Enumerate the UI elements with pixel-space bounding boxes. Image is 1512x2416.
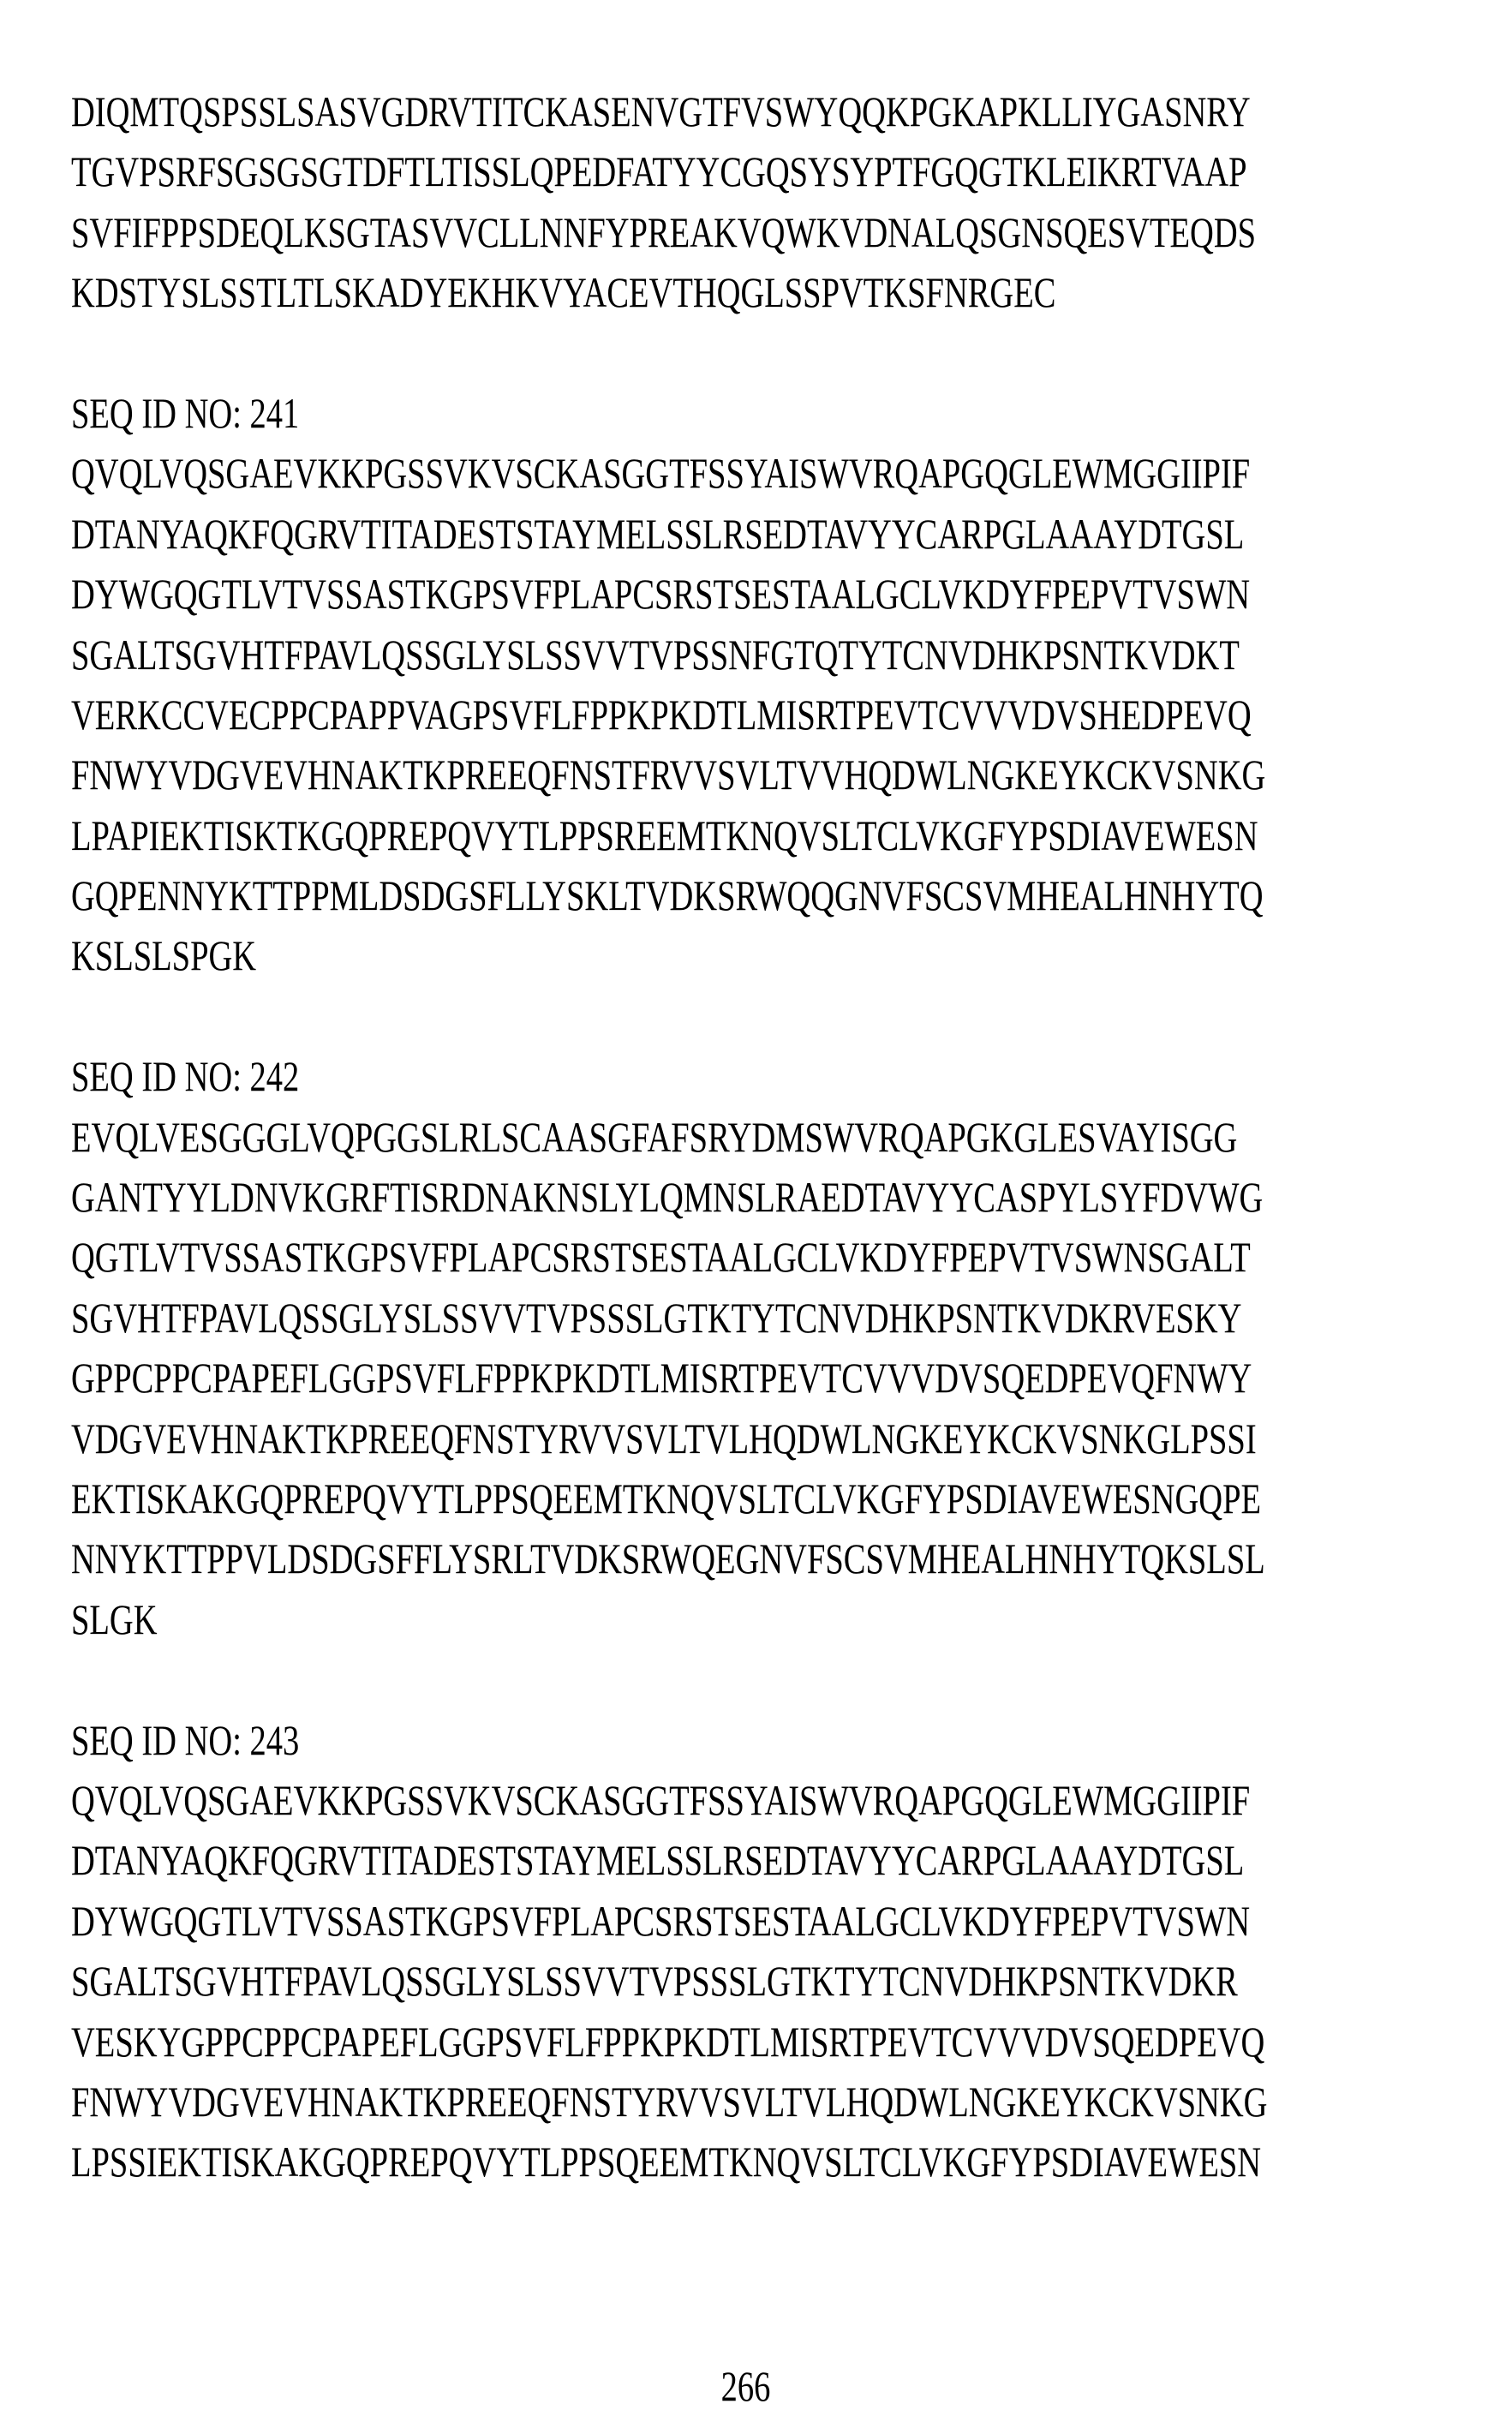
sequence-line-text: SVFIFPPSDEQLKSGTASVVCLLNNFYPREAKVQWKVDNALQSGNSQESVTEQDS xyxy=(71,202,1256,262)
blank-line xyxy=(71,323,1485,383)
sequence-line-text: EVQLVESGGGLVQPGGSLRLSCAASGFAFSRYDMSWVRQAPGKGLESVAYISGG xyxy=(71,1107,1237,1167)
sequence-line xyxy=(71,1107,1485,1167)
sequence-line xyxy=(71,925,1485,985)
sequence-line xyxy=(71,1167,1485,1227)
sequence-line xyxy=(71,1891,1485,1951)
blank-line xyxy=(71,986,1485,1046)
sequence-line xyxy=(71,1468,1485,1528)
sequence-line-text: QVQLVQSGAEVKKPGSSVKVSCKASGGTFSSYAISWVRQAPGQGLEWMGGIIPIF xyxy=(71,443,1250,503)
sequence-line xyxy=(71,1288,1485,1348)
sequence-line-text: EKTISKAKGQPREPQVYTLPPSQEEMTKNQVSLTCLVKGFYPSDIAVEWESNGQPE xyxy=(71,1468,1261,1528)
sequence-line xyxy=(71,1408,1485,1468)
sequence-line-text: QGTLVTVSSASTKGPSVFPLAPCSRSTSESTAALGCLVKDYFPEPVTVSWNSGALT xyxy=(71,1227,1251,1287)
sequence-line xyxy=(71,1589,1485,1649)
sequence-line-text: LPSSIEKTISKAKGQPREPQVYTLPPSQEEMTKNQVSLTCLVKGFYPSDIAVEWESN xyxy=(71,2132,1261,2192)
sequence-header xyxy=(71,1710,1485,1770)
sequence-line xyxy=(71,1770,1485,1830)
sequence-line xyxy=(71,2072,1485,2132)
sequence-line-text: SGVHTFPAVLQSSGLYSLSSVVTVPSSSLGTKTYTCNVDHKPSNTKVDKRVESKY xyxy=(71,1288,1241,1348)
sequence-line xyxy=(71,2132,1485,2192)
sequence-header-text: SEQ ID NO: 241 xyxy=(71,383,299,443)
sequence-listing-page xyxy=(71,81,1485,2192)
sequence-line xyxy=(71,141,1485,201)
sequence-line xyxy=(71,745,1485,804)
sequence-line xyxy=(71,805,1485,865)
sequence-line-text: GPPCPPCPAPEFLGGPSVFLFPPKPKDTLMISRTPEVTCVVVDVSQEDPEVQFNWY xyxy=(71,1348,1252,1408)
sequence-line xyxy=(71,865,1485,925)
sequence-line-text: TGVPSRFSGSGSGTDFTLTISSLQPEDFATYYCGQSYSYPTFGQGTKLEIKRTVAAP xyxy=(71,141,1247,201)
sequence-header xyxy=(71,383,1485,443)
sequence-header-text: SEQ ID NO: 242 xyxy=(71,1046,299,1106)
sequence-line-text: SLGK xyxy=(71,1589,158,1649)
sequence-line xyxy=(71,1227,1485,1287)
sequence-line xyxy=(71,81,1485,141)
sequence-block xyxy=(71,81,1485,323)
sequence-line-text: VESKYGPPCPPCPAPEFLGGPSVFLFPPKPKDTLMISRTPEVTCVVVDVSQEDPEVQ xyxy=(71,2012,1264,2072)
sequence-line xyxy=(71,564,1485,624)
sequence-line xyxy=(71,625,1485,685)
sequence-line-text: NNYKTTPPVLDSDGSFFLYSRLTVDKSRWQEGNVFSCSVMHEALHNHYTQKSLSL xyxy=(71,1528,1265,1588)
sequence-line xyxy=(71,685,1485,745)
sequence-block xyxy=(71,1046,1485,1649)
sequence-line-text: QVQLVQSGAEVKKPGSSVKVSCKASGGTFSSYAISWVRQAPGQGLEWMGGIIPIF xyxy=(71,1770,1250,1830)
sequence-line-text: VDGVEVHNAKTKPREEQFNSTYRVVSVLTVLHQDWLNGKEYKCKVSNKGLPSSI xyxy=(71,1408,1257,1468)
sequence-line xyxy=(71,1528,1485,1588)
sequence-line-text: GQPENNYKTTPPMLDSDGSFLLYSKLTVDKSRWQQGNVFSCSVMHEALHNHYTQ xyxy=(71,865,1264,925)
sequence-block xyxy=(71,383,1485,986)
sequence-line-text: GANTYYLDNVKGRFTISRDNAKNSLYLQMNSLRAEDTAVYYCASPYLSYFDVWG xyxy=(71,1167,1263,1227)
sequence-line-text: DYWGQGTLVTVSSASTKGPSVFPLAPCSRSTSESTAALGCLVKDYFPEPVTVSWN xyxy=(71,564,1250,624)
sequence-line-text: FNWYVDGVEVHNAKTKPREEQFNSTFRVVSVLTVVHQDWLNGKEYKCKVSNKG xyxy=(71,745,1265,804)
sequence-line xyxy=(71,202,1485,262)
sequence-line-text: DTANYAQKFQGRVTITADESTSTAYMELSSLRSEDTAVYYCARPGLAAAYDTGSL xyxy=(71,504,1244,564)
blank-line xyxy=(71,1649,1485,1709)
page-number xyxy=(0,2356,1491,2416)
sequence-line xyxy=(71,2012,1485,2072)
sequence-block xyxy=(71,1710,1485,2192)
sequence-line xyxy=(71,1348,1485,1408)
sequence-line-text: DIQMTQSPSSLSASVGDRVTITCKASENVGTFVSWYQQKPGKAPKLLIYGASNRY xyxy=(71,81,1251,141)
sequence-line-text: DYWGQGTLVTVSSASTKGPSVFPLAPCSRSTSESTAALGCLVKDYFPEPVTVSWN xyxy=(71,1891,1250,1951)
sequence-line-text: LPAPIEKTISKTKGQPREPQVYTLPPSREEMTKNQVSLTCLVKGFYPSDIAVEWESN xyxy=(71,805,1258,865)
sequence-line xyxy=(71,262,1485,322)
sequence-line-text: SGALTSGVHTFPAVLQSSGLYSLSSVVTVPSSSLGTKTYTCNVDHKPSNTKVDKR xyxy=(71,1951,1238,2011)
sequence-line-text: SGALTSGVHTFPAVLQSSGLYSLSSVVTVPSSNFGTQTYTCNVDHKPSNTKVDKT xyxy=(71,625,1240,685)
sequence-line-text: KDSTYSLSSTLTLSKADYEKHKVYACEVTHQGLSSPVTKSFNRGEC xyxy=(71,262,1055,322)
sequence-line-text: DTANYAQKFQGRVTITADESTSTAYMELSSLRSEDTAVYYCARPGLAAAYDTGSL xyxy=(71,1830,1244,1890)
sequence-line-text: VERKCCVECPPCPAPPVAGPSVFLFPPKPKDTLMISRTPEVTCVVVDVSHEDPEVQ xyxy=(71,685,1252,745)
sequence-line xyxy=(71,1830,1485,1890)
sequence-header xyxy=(71,1046,1485,1106)
sequence-header-text: SEQ ID NO: 243 xyxy=(71,1710,299,1770)
sequence-line xyxy=(71,443,1485,503)
sequence-line xyxy=(71,1951,1485,2011)
sequence-line-text: KSLSLSPGK xyxy=(71,925,256,985)
sequence-line-text: FNWYVDGVEVHNAKTKPREEQFNSTYRVVSVLTVLHQDWLNGKEYKCKVSNKG xyxy=(71,2072,1267,2132)
sequence-line xyxy=(71,504,1485,564)
page-number-text: 266 xyxy=(720,2356,770,2416)
